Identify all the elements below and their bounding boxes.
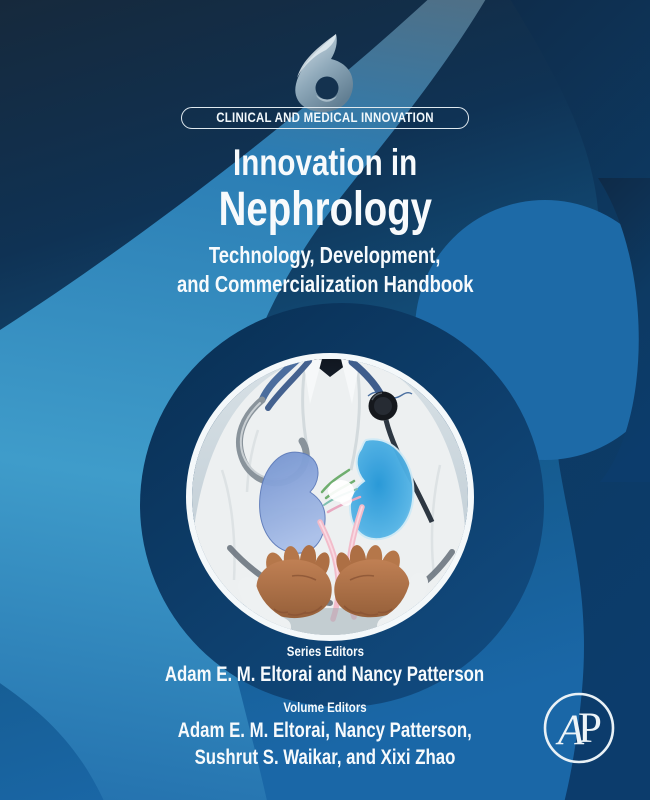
volume-editors-label: Volume Editors [283, 700, 367, 715]
title-line-1: Innovation in [232, 142, 418, 183]
series-badge-label: CLINICAL AND MEDICAL INNOVATION [216, 110, 434, 125]
series-editors-names: Adam E. M. Eltorai and Nancy Patterson [165, 663, 485, 686]
ap-logo-letter-p: P [578, 705, 602, 752]
volume-editors-block [0, 699, 650, 771]
subtitle: Technology, Development, and Commercialization Handbook [176, 242, 474, 297]
series-badge [0, 107, 650, 129]
ap-logo-letter-a: A [557, 707, 585, 754]
volume-editors-names: Adam E. M. Eltorai, Nancy Patterson, Sushrut S. Waikar, and Xixi Zhao [177, 719, 473, 769]
series-editors-block [0, 643, 650, 688]
series-editors-label: Series Editors [286, 644, 364, 659]
page-title: Nephrology [218, 183, 432, 236]
